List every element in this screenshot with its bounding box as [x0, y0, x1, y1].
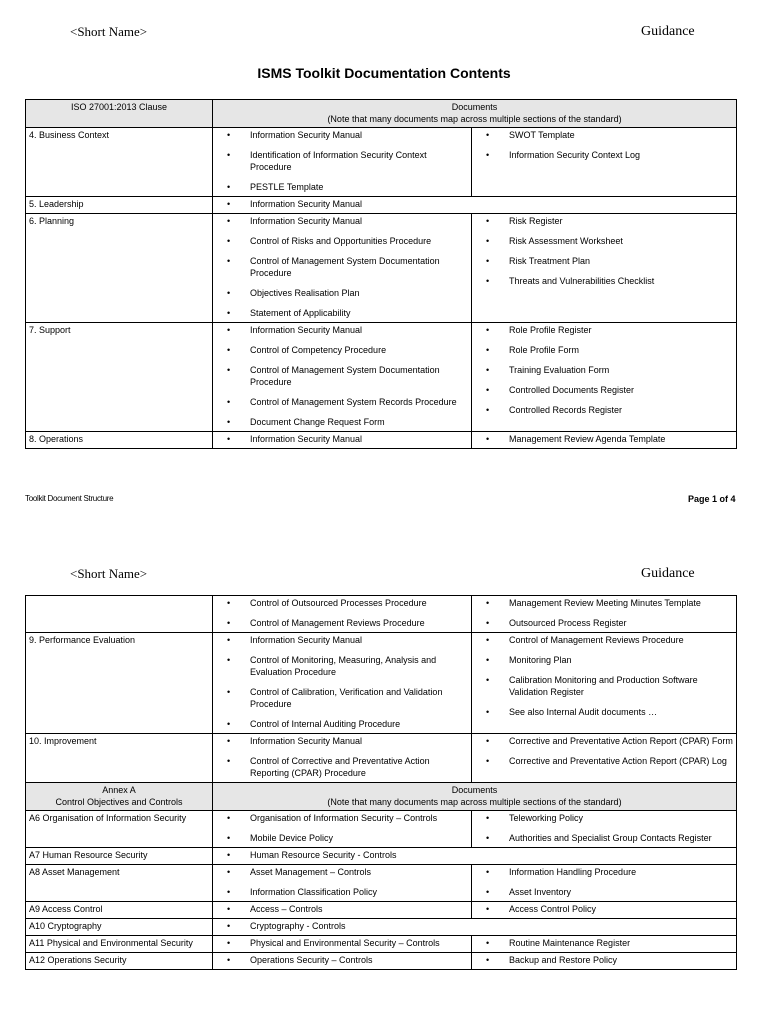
- annex-header-line2: Control Objectives and Controls: [55, 797, 183, 807]
- header-short-name: <Short Name>: [70, 566, 148, 581]
- clause-cell-a8-asset-management: A8 Asset Management: [26, 865, 213, 902]
- document-list-item: • Control of Monitoring, Measuring, Analysis and Evaluation Procedure: [216, 654, 468, 678]
- clause-cell-a9-access-control: A9 Access Control: [26, 902, 213, 919]
- clause-cell-a10-cryptography: A10 Cryptography: [26, 919, 213, 936]
- document-list: [216, 129, 468, 193]
- document-list-item: • Risk Register: [475, 215, 733, 227]
- clause-cell-10-improvement: 10. Improvement: [26, 734, 213, 783]
- document-list-item: • Information Security Manual: [216, 198, 733, 210]
- right-documents-cell: [472, 936, 737, 953]
- right-documents-cell: [472, 734, 737, 783]
- annex-header-line1: Annex A: [102, 785, 136, 795]
- document-list-item: • Human Resource Security - Controls: [216, 849, 733, 861]
- document-list-item: • Control of Management System Documentation Procedure: [216, 255, 468, 279]
- right-documents-cell: [472, 128, 737, 197]
- document-list-item: • Identification of Information Security Context Procedure: [216, 149, 468, 173]
- right-documents-cell: [472, 596, 737, 633]
- document-list-item: • Information Security Context Log: [475, 149, 733, 161]
- document-list: [216, 849, 733, 861]
- document-list-item: • Controlled Documents Register: [475, 384, 733, 396]
- document-list-item: • Information Security Manual: [216, 215, 468, 227]
- table-row: [26, 811, 737, 848]
- document-list-item: • Routine Maintenance Register: [475, 937, 733, 949]
- table-row: [26, 734, 737, 783]
- annex-documents-header: [213, 783, 737, 811]
- document-title: ISMS Toolkit Documentation Contents: [257, 65, 511, 81]
- table-row: [26, 953, 737, 970]
- table-body-top: [26, 596, 737, 783]
- footer-document-structure: Toolkit Document Structure: [25, 494, 114, 503]
- document-list-item: • Role Profile Form: [475, 344, 733, 356]
- document-list-item: • Access Control Policy: [475, 903, 733, 915]
- left-documents-cell: [213, 432, 472, 449]
- left-documents-cell: [213, 902, 472, 919]
- page-2: [0, 540, 768, 1024]
- document-list: [216, 735, 468, 779]
- document-list-item: • Mobile Device Policy: [216, 832, 468, 844]
- table-row: [26, 596, 737, 633]
- document-list-item: • Control of Internal Auditing Procedure: [216, 718, 468, 730]
- document-list-item: • Information Security Manual: [216, 634, 468, 646]
- table-header-row: [26, 100, 737, 128]
- document-list: [216, 433, 468, 445]
- clause-cell-7-support: 7. Support: [26, 323, 213, 432]
- documents-header-title: Documents: [451, 102, 498, 112]
- document-list: [216, 215, 468, 319]
- document-list-item: • Information Handling Procedure: [475, 866, 733, 878]
- clause-cell-a11-physical-and-environmental-security: A11 Physical and Environmental Security: [26, 936, 213, 953]
- right-documents-cell: [472, 811, 737, 848]
- clause-cell-4-business-context: 4. Business Context: [26, 128, 213, 197]
- left-documents-cell: [213, 811, 472, 848]
- document-list-item: • Information Classification Policy: [216, 886, 468, 898]
- right-documents-cell: [472, 323, 737, 432]
- document-list-item: • Control of Management Reviews Procedure: [475, 634, 733, 646]
- annex-documents-title: Documents: [451, 785, 498, 795]
- document-list-item: • Organisation of Information Security – Controls: [216, 812, 468, 824]
- header-guidance: Guidance: [641, 566, 695, 581]
- document-list-item: • Risk Assessment Worksheet: [475, 235, 733, 247]
- contents-table-continued: [25, 595, 737, 970]
- document-list-item: • Monitoring Plan: [475, 654, 733, 666]
- clause-cell-a6-organisation-of-information-security: A6 Organisation of Information Security: [26, 811, 213, 848]
- document-list-item: • Backup and Restore Policy: [475, 954, 733, 966]
- document-list: [475, 937, 733, 949]
- document-list-item: • Document Change Request Form: [216, 416, 468, 428]
- document-list-item: • Control of Competency Procedure: [216, 344, 468, 356]
- document-list: [475, 324, 733, 416]
- table-row: [26, 848, 737, 865]
- document-list: [475, 866, 733, 898]
- clause-cell-5-leadership: 5. Leadership: [26, 197, 213, 214]
- table-row: [26, 214, 737, 323]
- clause-cell-a7-human-resource-security: A7 Human Resource Security: [26, 848, 213, 865]
- document-list-item: • Corrective and Preventative Action Report (CPAR) Log: [475, 755, 733, 767]
- left-documents-cell: [213, 936, 472, 953]
- document-list: [475, 129, 733, 161]
- document-list-item: • Control of Risks and Opportunities Procedure: [216, 235, 468, 247]
- document-list-item: • Outsourced Process Register: [475, 617, 733, 629]
- document-list: [216, 324, 468, 428]
- left-documents-cell: [213, 953, 472, 970]
- document-list: [475, 634, 733, 718]
- table-row: [26, 128, 737, 197]
- annex-documents-note: (Note that many documents map across multiple sections of the standard): [327, 797, 622, 807]
- document-list-item: • Physical and Environmental Security – Controls: [216, 937, 468, 949]
- left-documents-cell: [213, 197, 737, 214]
- footer-page-number: Page 1 of 4: [688, 494, 736, 504]
- annex-header-row: [26, 783, 737, 811]
- left-documents-cell: [213, 848, 737, 865]
- table-row: [26, 902, 737, 919]
- annex-clause-header: [26, 783, 213, 811]
- document-list-item: • Access – Controls: [216, 903, 468, 915]
- document-list: [475, 597, 733, 629]
- documents-header: [213, 100, 737, 128]
- left-documents-cell: [213, 633, 472, 734]
- document-list-item: • Threats and Vulnerabilities Checklist: [475, 275, 733, 287]
- document-list: [216, 954, 468, 966]
- table-row: [26, 323, 737, 432]
- document-list: [475, 735, 733, 767]
- document-list: [475, 812, 733, 844]
- left-documents-cell: [213, 214, 472, 323]
- left-documents-cell: [213, 128, 472, 197]
- document-list: [216, 866, 468, 898]
- left-documents-cell: [213, 919, 737, 936]
- document-list-item: • PESTLE Template: [216, 181, 468, 193]
- clause-cell-a12-operations-security: A12 Operations Security: [26, 953, 213, 970]
- document-list: [475, 215, 733, 287]
- left-documents-cell: [213, 323, 472, 432]
- right-documents-cell: [472, 865, 737, 902]
- document-list-item: • Management Review Agenda Template: [475, 433, 733, 445]
- left-documents-cell: [213, 865, 472, 902]
- left-documents-cell: [213, 734, 472, 783]
- document-list: [475, 954, 733, 966]
- document-list-item: • Asset Inventory: [475, 886, 733, 898]
- table-body: [26, 128, 737, 449]
- document-list-item: • Control of Management System Records Procedure: [216, 396, 468, 408]
- left-documents-cell: [213, 596, 472, 633]
- clause-cell-9-performance-evaluation: 9. Performance Evaluation: [26, 633, 213, 734]
- contents-table: [25, 99, 737, 449]
- document-list-item: • Cryptography - Controls: [216, 920, 733, 932]
- clause-cell-continued: [26, 596, 213, 633]
- document-list-item: • Control of Management System Documentation Procedure: [216, 364, 468, 388]
- document-list-item: • Role Profile Register: [475, 324, 733, 336]
- right-documents-cell: [472, 214, 737, 323]
- document-list-item: • Controlled Records Register: [475, 404, 733, 416]
- document-list: [216, 812, 468, 844]
- right-documents-cell: [472, 432, 737, 449]
- clause-cell-8-operations: 8. Operations: [26, 432, 213, 449]
- right-documents-cell: [472, 902, 737, 919]
- document-list-item: • Corrective and Preventative Action Report (CPAR) Form: [475, 735, 733, 747]
- right-documents-cell: [472, 633, 737, 734]
- document-list: [216, 198, 733, 210]
- document-list-item: • Control of Corrective and Preventative Action Reporting (CPAR) Procedure: [216, 755, 468, 779]
- document-list-item: • Operations Security – Controls: [216, 954, 468, 966]
- document-list: [216, 920, 733, 932]
- document-list-item: • See also Internal Audit documents …: [475, 706, 733, 718]
- document-list-item: • Calibration Monitoring and Production Software Validation Register: [475, 674, 733, 698]
- document-list-item: • Control of Outsourced Processes Procedure: [216, 597, 468, 609]
- annex-table-body: [26, 811, 737, 970]
- document-list: [216, 634, 468, 730]
- document-list: [475, 433, 733, 445]
- clause-header: ISO 27001:2013 Clause: [26, 100, 213, 128]
- table-row: [26, 432, 737, 449]
- header-guidance: Guidance: [641, 24, 695, 39]
- clause-cell-6-planning: 6. Planning: [26, 214, 213, 323]
- document-list-item: • Control of Management Reviews Procedure: [216, 617, 468, 629]
- document-list: [216, 903, 468, 915]
- document-list-item: • SWOT Template: [475, 129, 733, 141]
- document-list-item: • Management Review Meeting Minutes Template: [475, 597, 733, 609]
- document-list-item: • Training Evaluation Form: [475, 364, 733, 376]
- document-list-item: • Information Security Manual: [216, 129, 468, 141]
- document-list-item: • Teleworking Policy: [475, 812, 733, 824]
- document-list-item: • Information Security Manual: [216, 324, 468, 336]
- right-documents-cell: [472, 953, 737, 970]
- document-list: [475, 903, 733, 915]
- header-short-name: <Short Name>: [70, 24, 148, 39]
- document-list-item: • Information Security Manual: [216, 433, 468, 445]
- table-row: [26, 197, 737, 214]
- document-list-item: • Asset Management – Controls: [216, 866, 468, 878]
- document-list-item: • Authorities and Specialist Group Contacts Register: [475, 832, 733, 844]
- table-row: [26, 865, 737, 902]
- document-list-item: • Objectives Realisation Plan: [216, 287, 468, 299]
- table-row: [26, 919, 737, 936]
- document-list-item: • Statement of Applicability: [216, 307, 468, 319]
- document-list: [216, 937, 468, 949]
- table-row: [26, 936, 737, 953]
- documents-header-note: (Note that many documents map across multiple sections of the standard): [327, 114, 622, 124]
- document-list-item: • Information Security Manual: [216, 735, 468, 747]
- document-list-item: • Risk Treatment Plan: [475, 255, 733, 267]
- document-list-item: • Control of Calibration, Verification and Validation Procedure: [216, 686, 468, 710]
- table-row: [26, 633, 737, 734]
- document-list: [216, 597, 468, 629]
